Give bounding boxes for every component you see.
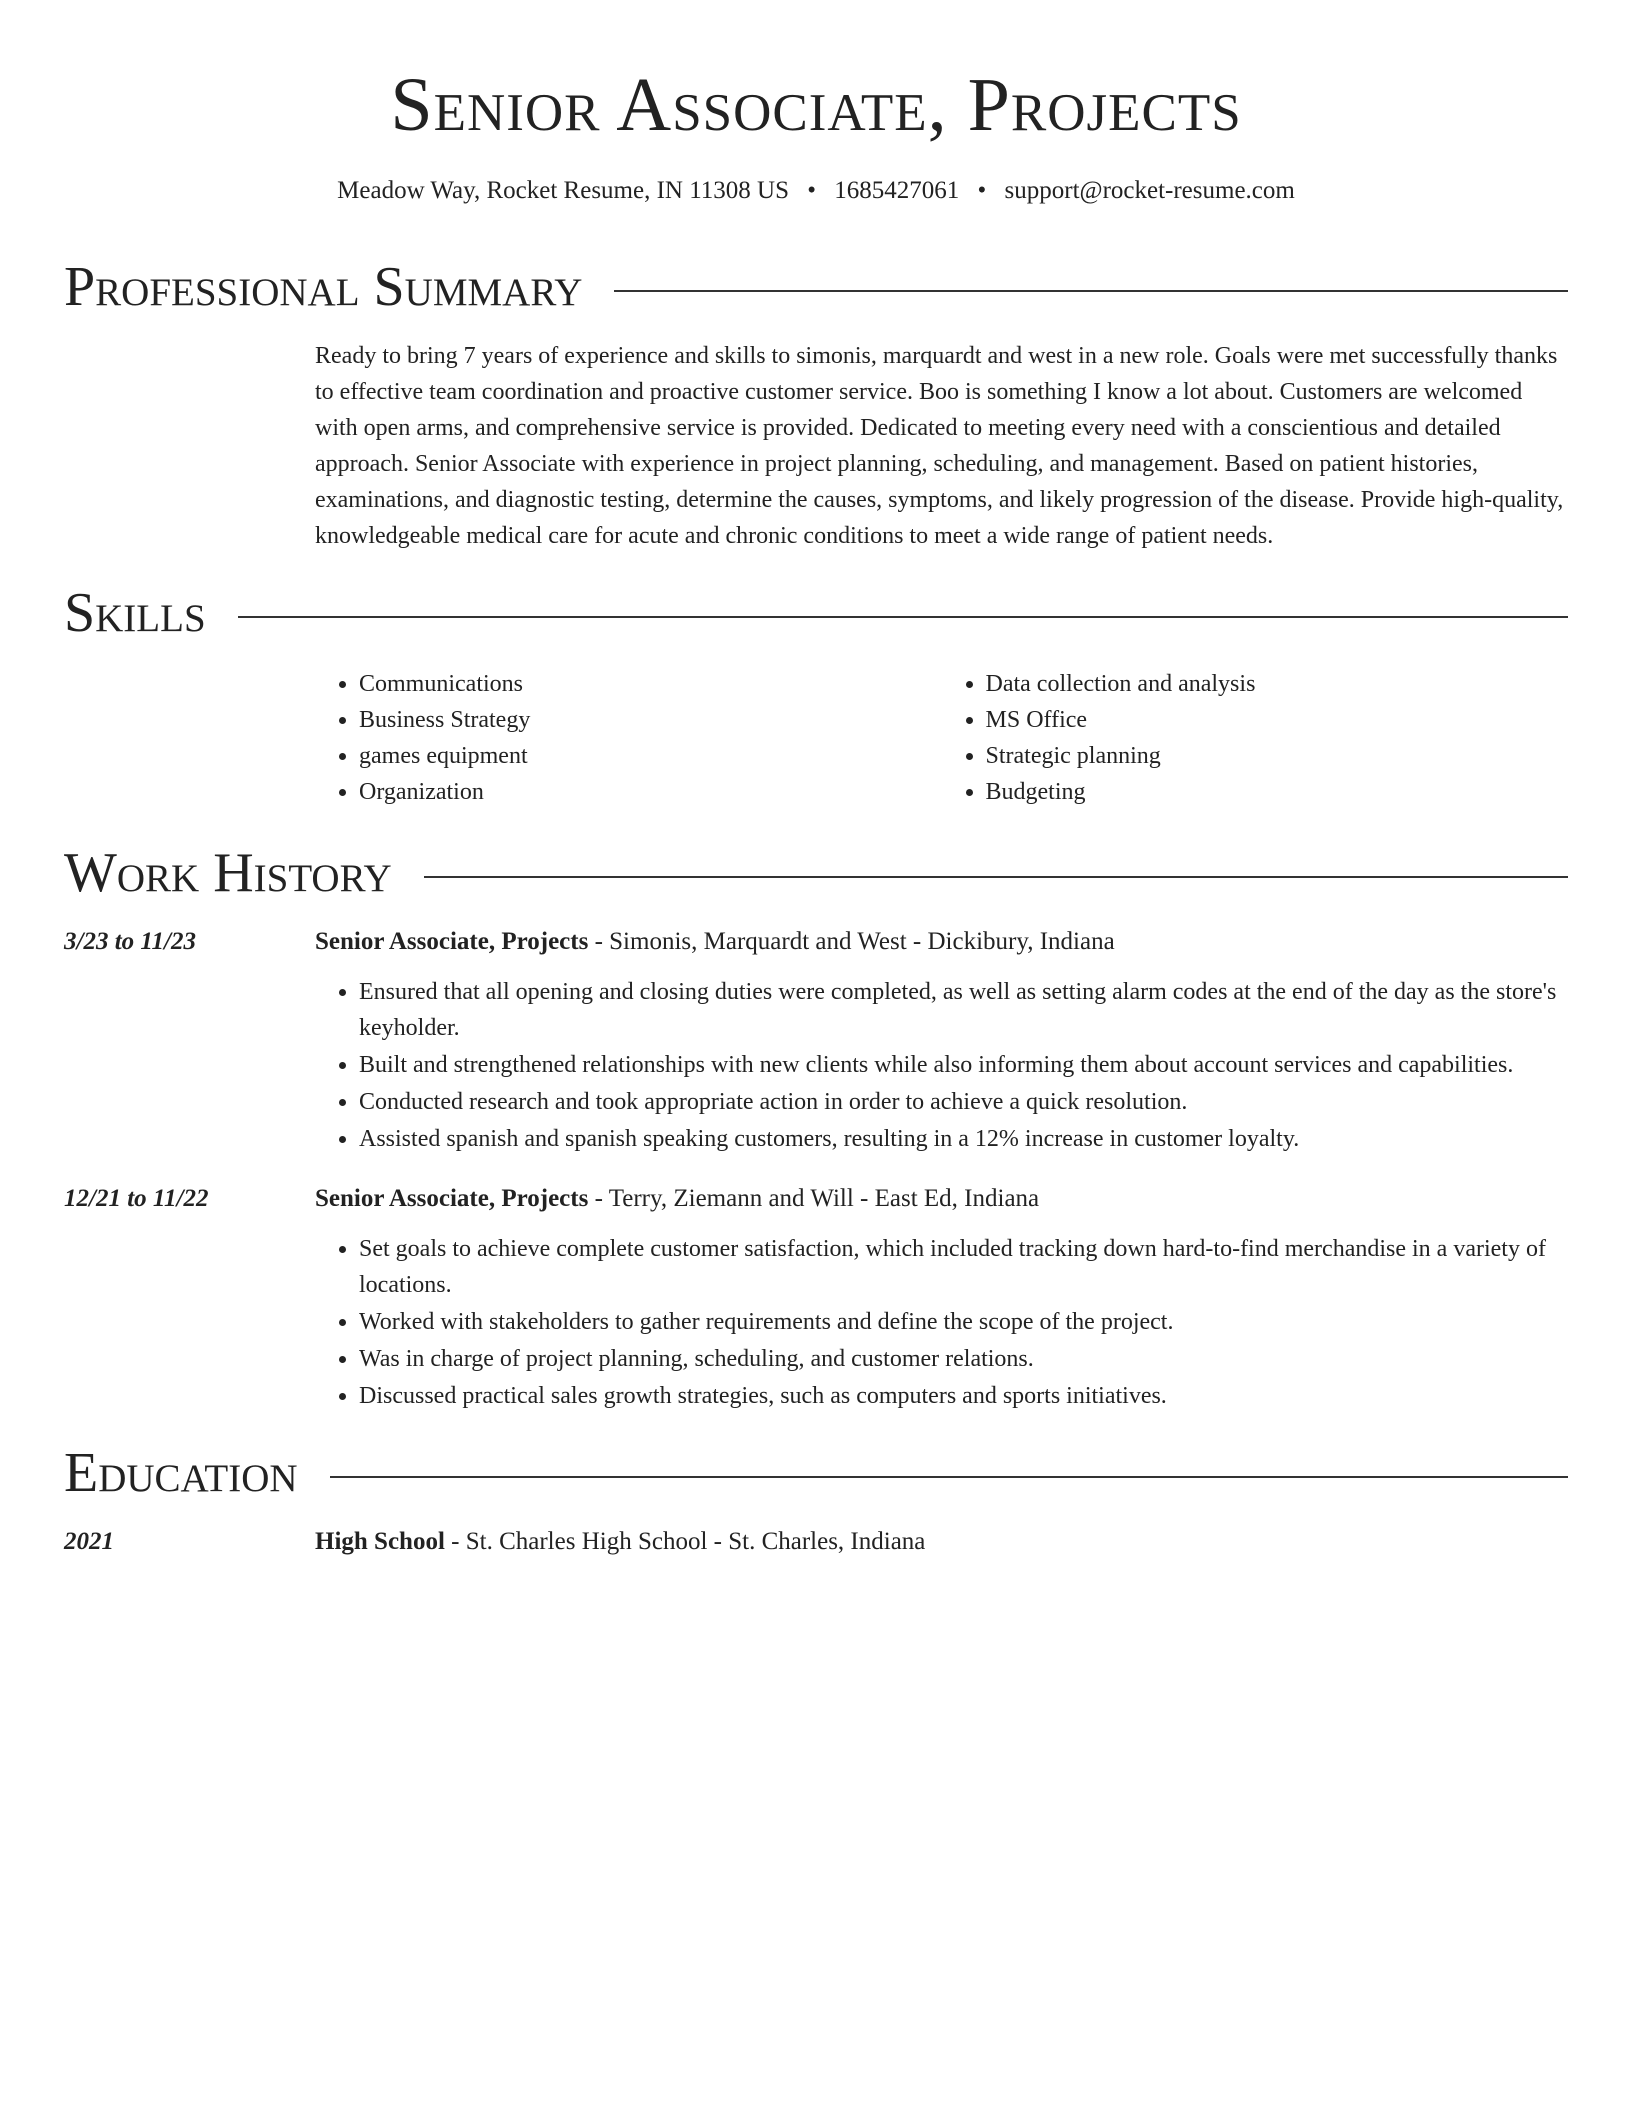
job-entry <box>64 924 1568 1157</box>
job-bullet: • Was in charge of project planning, scheduling, and customer relations. <box>359 1341 1568 1377</box>
contact-separator: • <box>977 177 987 204</box>
skill-item: • Data collection and analysis <box>986 666 1569 702</box>
skill-item: • Business Strategy <box>359 702 942 738</box>
skills-section-header <box>64 580 1568 646</box>
job-bullet: • Ensured that all opening and closing duties were completed, as well as setting alarm codes at the end of the day as the store's keyholder. <box>359 974 1568 1046</box>
education-entry <box>64 1524 1568 1560</box>
job-bullet: • Assisted spanish and spanish speaking customers, resulting in a 12% increase in customer loyalty. <box>359 1121 1568 1157</box>
job-employer: - Terry, Ziemann and Will - East Ed, Indiana <box>588 1185 1040 1212</box>
education-year: 2021 <box>64 1528 114 1555</box>
education-section-title: Education <box>64 1442 298 1504</box>
job-bullet-list <box>315 974 1568 1157</box>
section-divider <box>614 290 1568 292</box>
summary-section-header <box>64 254 1568 320</box>
job-header <box>64 1181 1568 1217</box>
skill-item: • Communications <box>359 666 942 702</box>
job-employer: - Simonis, Marquardt and West - Dickibury, Indiana <box>588 928 1115 955</box>
contact-separator: • <box>807 177 817 204</box>
job-title: Senior Associate, Projects <box>315 1185 589 1212</box>
resume-name: Senior Associate, Projects <box>390 63 1242 147</box>
summary-section-title: Professional Summary <box>64 256 583 318</box>
job-bullet: • Discussed practical sales growth strategies, such as computers and sports initiatives. <box>359 1378 1568 1414</box>
job-entry <box>64 1181 1568 1414</box>
education-section-header <box>64 1440 1568 1506</box>
job-header <box>64 924 1568 960</box>
education-school: - St. Charles High School - St. Charles, Indiana <box>444 1528 926 1555</box>
job-role-line <box>315 1181 1568 1217</box>
skill-item: • Budgeting <box>986 774 1569 810</box>
job-dates: 3/23 to 11/23 <box>64 928 196 955</box>
skill-item: • MS Office <box>986 702 1569 738</box>
section-divider <box>330 1476 1568 1478</box>
skill-item: • Strategic planning <box>986 738 1569 774</box>
summary-text: Ready to bring 7 years of experience and skills to simonis, marquardt and west in a new role. Goals were met successfully thanks to effective team coordination and proactive customer service. Boo is something I know a lot about. Customers are welcomed with open arms, and comprehensive service is provided. Dedicated to meeting every need with a conscientious and detailed approach. Senior Associate with experience in project planning, scheduling, and management. Based on patient histories, examinations, and diagnostic testing, determine the causes, symptoms, and likely progression of the disease. Provide high-quality, knowledgeable medical care for acute and chronic conditions to meet a wide range of patient needs. <box>315 343 1564 549</box>
skill-item: • Organization <box>359 774 942 810</box>
contact-address: Meadow Way, Rocket Resume, IN 11308 US <box>337 177 790 204</box>
skills-list <box>315 666 1568 810</box>
contact-phone[interactable]: 1685427061 <box>834 177 960 204</box>
skills-section-title: Skills <box>64 582 206 644</box>
job-bullet-list <box>315 1231 1568 1414</box>
skills-column-left <box>315 666 942 810</box>
work-section-header <box>64 840 1568 906</box>
job-dates: 12/21 to 11/22 <box>64 1185 209 1212</box>
job-role-line <box>315 924 1568 960</box>
contact-email[interactable]: support@rocket-resume.com <box>1004 177 1295 204</box>
job-title: Senior Associate, Projects <box>315 928 589 955</box>
job-bullet: • Conducted research and took appropriate action in order to achieve a quick resolution. <box>359 1084 1568 1120</box>
education-degree: High School <box>315 1528 445 1555</box>
skills-column-right <box>942 666 1569 810</box>
resume-page <box>64 0 1568 1560</box>
skill-item: • games equipment <box>359 738 942 774</box>
section-divider <box>424 876 1568 878</box>
contact-line <box>64 176 1568 206</box>
job-bullet: • Worked with stakeholders to gather requirements and define the scope of the project. <box>359 1304 1568 1340</box>
work-section-title: Work History <box>64 842 392 904</box>
education-line <box>315 1524 1568 1560</box>
job-bullet: • Built and strengthened relationships with new clients while also informing them about account services and capabilities. <box>359 1047 1568 1083</box>
section-divider <box>238 616 1568 618</box>
job-bullet: • Set goals to achieve complete customer satisfaction, which included tracking down hard-to-find merchandise in a variety of locations. <box>359 1231 1568 1303</box>
